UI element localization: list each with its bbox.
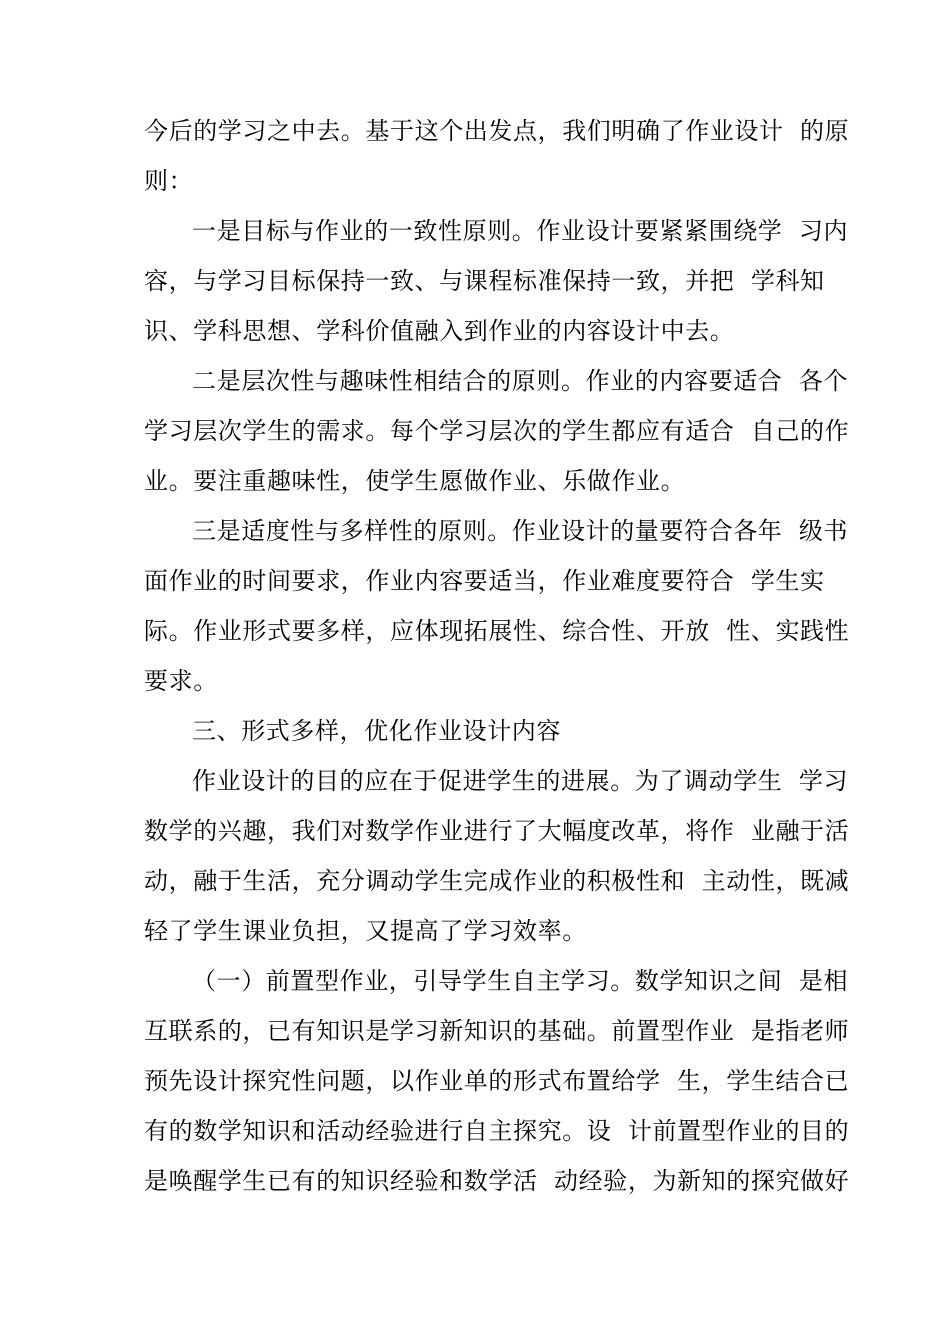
text-line: （一）前置型作业，引导学生自主学习。数学知识之间 是相 <box>192 967 849 995</box>
text-line: 轻了学生课业负担，又提高了学习效率。 <box>144 917 587 945</box>
text-line: 今后的学习之中去。基于这个出发点，我们明确了作业设计 的原 <box>144 117 850 145</box>
text-line: 面作业的时间要求，作业内容要适当，作业难度要符合 学生实 <box>144 567 825 595</box>
text-line: 二是层次性与趣味性相结合的原则。作业的内容要适合 各个 <box>192 367 849 395</box>
text-line: 识、学科思想、学科价值融入到作业的内容设计中去。 <box>144 317 735 345</box>
text-line: 则： <box>144 167 194 195</box>
text-line: 数学的兴趣，我们对数学作业进行了大幅度改革，将作 业融于活 <box>144 817 850 845</box>
text-line: 一是目标与作业的一致性原则。作业设计要紧紧围绕学 习内 <box>192 217 849 245</box>
text-line: 有的数学知识和活动经验进行自主探究。设 计前置型作业的目的 <box>144 1117 850 1145</box>
text-line: 际。作业形式要多样，应体现拓展性、综合性、开放 性、实践性 <box>144 617 850 645</box>
text-line: 是唤醒学生已有的知识经验和数学活 动经验，为新知的探究做好 <box>144 1167 850 1195</box>
section-heading: 三、形式多样，优化作业设计内容 <box>192 717 561 745</box>
text-line: 三是适度性与多样性的原则。作业设计的量要符合各年 级书 <box>192 517 849 545</box>
text-line: 业。要注重趣味性，使学生愿做作业、乐做作业。 <box>144 467 686 495</box>
text-line: 要求。 <box>144 667 218 695</box>
text-line: 互联系的，已有知识是学习新知识的基础。前置型作业 是指老师 <box>144 1017 850 1045</box>
text-line: 动，融于生活，充分调动学生完成作业的积极性和 主动性，既减 <box>144 867 850 895</box>
text-line: 作业设计的目的应在于促进学生的进展。为了调动学生 学习 <box>192 767 849 795</box>
text-line: 容，与学习目标保持一致、与课程标准保持一致，并把 学科知 <box>144 267 825 295</box>
text-line: 学习层次学生的需求。每个学习层次的学生都应有适合 自己的作 <box>144 417 850 445</box>
text-line: 预先设计探究性问题，以作业单的形式布置给学 生，学生结合已 <box>144 1067 850 1095</box>
